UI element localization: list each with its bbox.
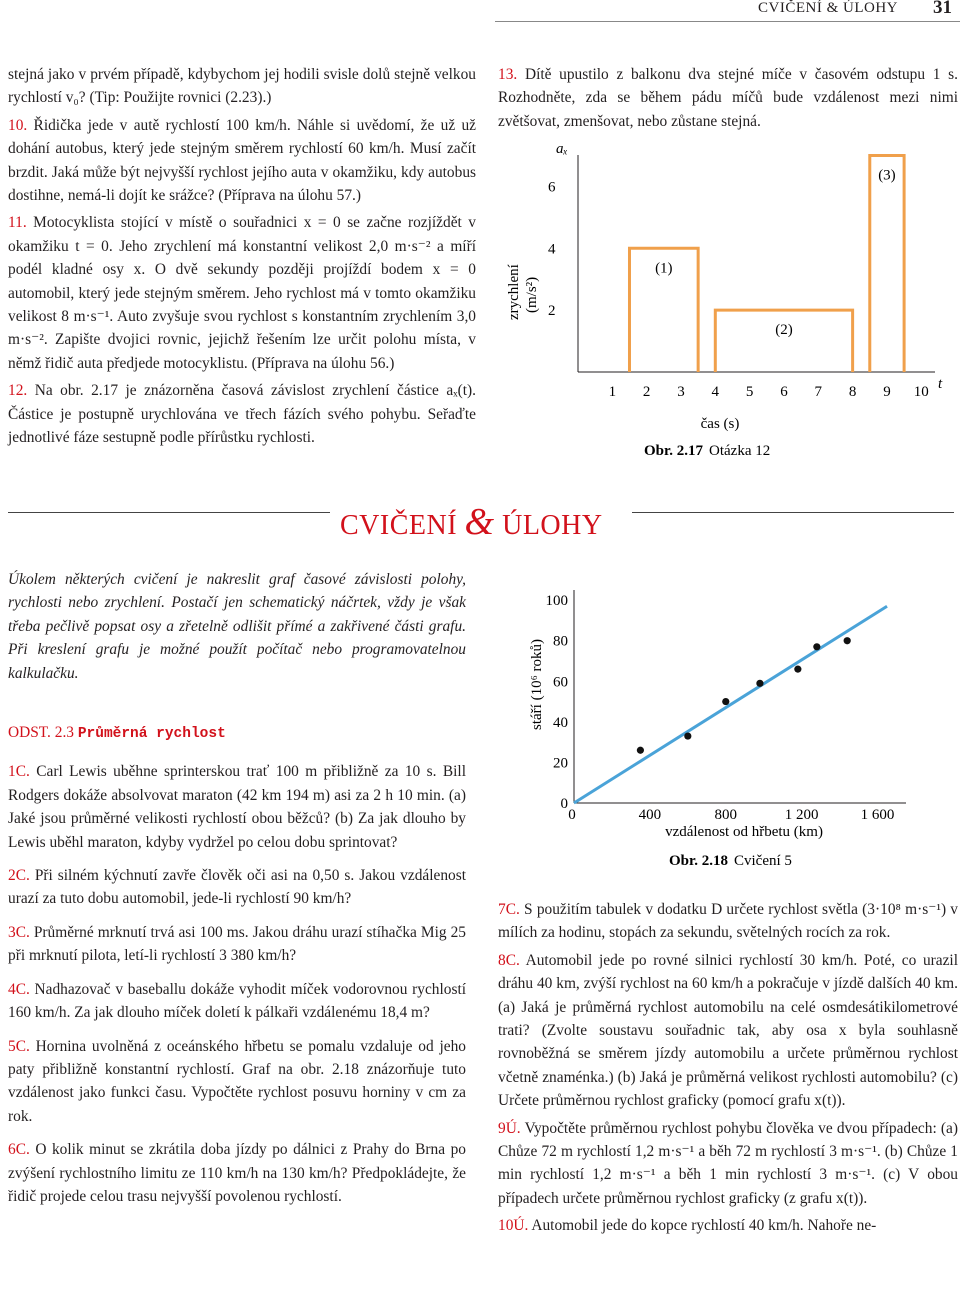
y-tick-label: 6 bbox=[548, 179, 556, 196]
x-tick-labels bbox=[609, 384, 929, 400]
question-11 bbox=[8, 211, 476, 375]
x-axis-label: vzdálenost od hřbetu (km) bbox=[665, 824, 823, 840]
exercise-text: Automobil jede po rovné silnici rychlostí 30 km/h. Poté, co urazil dráhu 40 km, zvýší rychlost na 60 km/h a pokračuje v jízdě dalších 40 km. (a) Jaká je průměrná rychlost automobilu na celé osmdesátikilometrové trati? (Zvolte soustavu souřadnic tak, aby osa x byla souhlasně rovnoběžná se směrem jízdy automobilu a určete průměrnou rychlost včetně znaménka.) (b) Jaká je průměrná velikost rychlosti automobilu? (c) Určete průměrnou rychlost graficky (pomocí grafu x(t)). bbox=[498, 951, 958, 1110]
phase-bars bbox=[629, 155, 904, 372]
y-tick-labels bbox=[546, 593, 569, 812]
exercise-number: 3C. bbox=[8, 923, 30, 941]
y-axis-label: stáří (10⁶ roků) bbox=[529, 638, 545, 730]
x-tick-label: 1 200 bbox=[784, 807, 819, 823]
heading-rule-left bbox=[8, 512, 330, 513]
section-intro: Úkolem některých cvičení je nakreslit graf časové závislosti polohy, rychlosti nebo zrychlení. Postačí jen schematický náčrtek, vždy je však třeba pečlivě popsat osy a zřetelně odlišit přímé a zakřivené části grafu. Při kreslení grafu je možné použít počítač nebo programovatelnou kalkulačku. bbox=[8, 571, 466, 682]
exercise-number: 9Ú. bbox=[498, 1119, 521, 1137]
subsection-title: Průměrná rychlost bbox=[77, 726, 226, 743]
y-tick-label: 40 bbox=[553, 714, 568, 731]
phase-label-3: (3) bbox=[878, 167, 896, 184]
x-axis-label: čas (s) bbox=[700, 416, 740, 432]
exercise-number: 7C. bbox=[498, 901, 520, 918]
page-header bbox=[0, 0, 960, 22]
exercise-text: Nadhazovač v baseballu dokáže vyhodit míček vodorovnou rychlostí 160 km/h. Za jak dlouho míček doletí k pálkaři vzdálenému 18,4 m? bbox=[8, 980, 466, 1022]
section-title bbox=[340, 500, 603, 544]
question-number: 13. bbox=[498, 66, 518, 83]
exercise-4 bbox=[8, 978, 466, 1025]
question-number: 11. bbox=[8, 214, 27, 232]
running-title: CVIČENÍ & ÚLOHY bbox=[758, 0, 898, 16]
section-title-part-b: ÚLOHY bbox=[502, 510, 603, 541]
y-tick-label: 80 bbox=[553, 633, 568, 650]
figure-caption-number: Obr. 2.18 bbox=[668, 853, 728, 869]
bottom-right-column bbox=[498, 898, 958, 1238]
exercise-text: Carl Lewis uběhne sprinterskou trať 100 m přibližně za 10 s. Bill Rodgers dokáže absolvovat maraton (42 km 194 m) asi za 2 h 10 min. (a) Jaké jsou průměrné velikosti rychlostí obou běžců? (b) Za jak dlouho by Lewis uběhl maraton, kdyby vydržel po celou dobu sprintovat? bbox=[8, 763, 466, 851]
exercise-6 bbox=[8, 1138, 466, 1208]
fit-line bbox=[574, 606, 887, 803]
exercise-number: 1C. bbox=[8, 763, 30, 781]
exercise-text: Hornina uvolněná z oceánského hřbetu se pomalu vzdaluje od jeho paty přibližně konstantní rychlostí. Graf na obr. 2.18 znázorňuje tuto vzdálenost jako funkci času. Vypočtěte rychlost posuvu horniny v cm za rok. bbox=[8, 1037, 466, 1125]
exercise-number: 5C. bbox=[8, 1037, 30, 1055]
data-point bbox=[684, 732, 691, 739]
x-tick-label: 400 bbox=[638, 807, 662, 823]
exercise-number: 4C. bbox=[8, 980, 30, 998]
data-point bbox=[813, 643, 820, 650]
heading-rule-right bbox=[632, 512, 954, 513]
question-text: Motocyklista stojící v místě o souřadnici x = 0 se začne rozjíždět v okamžiku t = 0. Jeho zrychlení má konstantní velikost 2,0 m·s⁻² a míří podél kladné osy x. O dvě sekundy později projíždí bodem x = 0 automobil, který jede stejným směrem. Jeho rychlost má v tomto okamžiku velikost 8 m·s⁻¹. Auto zvyšuje svou rychlost s konstantním zrychlením 3,0 m·s⁻². Zapište dvojici rovnic, jejichž řešením lze určit polohu místa, v němž řidič auta předjede motocyklistu. (Příprava na úlohu 56.) bbox=[8, 214, 476, 372]
phase-label-1: (1) bbox=[655, 260, 673, 277]
x-tick-label: 1 bbox=[608, 384, 617, 400]
x-tick-label: 8 bbox=[848, 384, 857, 400]
phase-label-2: (2) bbox=[775, 322, 793, 339]
y-axis-symbol: aₓ bbox=[556, 141, 568, 157]
exercise-10 bbox=[498, 1214, 958, 1237]
x-tick-label: 2 bbox=[642, 384, 651, 400]
question-number: 12. bbox=[8, 382, 28, 400]
top-left-column bbox=[8, 63, 476, 450]
header-rule bbox=[495, 21, 960, 22]
exercise-number: 10Ú. bbox=[498, 1217, 529, 1235]
exercise-1 bbox=[8, 760, 466, 854]
exercise-7 bbox=[498, 898, 958, 945]
data-point bbox=[722, 698, 729, 705]
question-12 bbox=[8, 379, 476, 449]
x-tick-label: 5 bbox=[745, 384, 754, 400]
figure-caption-text: Otázka 12 bbox=[709, 443, 771, 459]
exercise-text: O kolik minut se zkrátila doba jízdy po dálnici z Prahy do Brna po zvýšení rychlostního limitu ze 110 km/h na 130 km/h? Předpokládejte, že řidič projede celou trasu nejvyšší povolenou rychlostí. bbox=[8, 1141, 466, 1205]
exercise-text: Průměrné mrknutí trvá asi 100 ms. Jakou dráhu urazí stíhačka Mig 25 při mrknutí pilota, letí-li rychlostí 3 380 km/h? bbox=[8, 923, 466, 965]
figure-caption-text: Cvičení 5 bbox=[734, 853, 792, 869]
top-right-column bbox=[498, 63, 958, 133]
bottom-left-column bbox=[8, 568, 466, 1208]
x-tick-label: 4 bbox=[711, 384, 720, 400]
exercise-2 bbox=[8, 864, 466, 911]
exercise-number: 2C. bbox=[8, 867, 30, 885]
question-number: 10. bbox=[8, 116, 28, 134]
x-tick-label: 1 600 bbox=[860, 807, 895, 823]
y-tick-label: 20 bbox=[553, 755, 568, 772]
figure-2-18 bbox=[498, 588, 938, 878]
data-point bbox=[756, 680, 763, 687]
exercise-9 bbox=[498, 1117, 958, 1211]
exercise-text: S použitím tabulek v dodatku D určete rychlost světla (3·10⁸ m·s⁻¹) v mílích za hodinu, stopách za sekundu, světelných rocích za rok. bbox=[498, 901, 958, 942]
data-point bbox=[844, 637, 851, 644]
data-point bbox=[637, 747, 644, 754]
exercise-3 bbox=[8, 921, 466, 968]
subsection-heading bbox=[8, 721, 466, 746]
x-tick-label: 10 bbox=[913, 384, 929, 400]
fit-line-layer bbox=[574, 606, 887, 803]
x-tick-label: 7 bbox=[814, 384, 823, 400]
question-text: Dítě upustilo z balkonu dva stejné míče v časovém odstupu 1 s. Rozhodněte, zda se během pádu míčů bude vzdálenost mezi nimi zvětšovat, zmenšovat, nebo zůstane stejná. bbox=[498, 66, 958, 130]
question-text: Na obr. 2.17 je znázorněna časová závislost zrychlení částice aₓ(t). Částice je postupně urychlována ve třech fázích svého pohybu. Seřaďte jednotlivé fáze sestupně podle přírůstku rychlosti. bbox=[8, 382, 476, 447]
exercise-8 bbox=[498, 949, 958, 1113]
subsection-number: ODST. 2.3 bbox=[8, 724, 78, 742]
x-tick-label: 800 bbox=[714, 807, 738, 823]
y-tick-label: 0 bbox=[560, 796, 568, 812]
t-axis-symbol: t bbox=[938, 376, 943, 392]
exercise-text: Automobil jede do kopce rychlostí 40 km/h. Nahoře ne- bbox=[528, 1217, 877, 1235]
exercise-5 bbox=[8, 1035, 466, 1129]
exercise-number: 6C. bbox=[8, 1141, 30, 1159]
phase-bar-2 bbox=[715, 310, 852, 372]
x-tick-label: 0 bbox=[568, 807, 576, 823]
phase-bar-3 bbox=[870, 155, 904, 372]
question-10 bbox=[8, 114, 476, 208]
question-text: Řidička jede v autě rychlostí 100 km/h. Náhle si uvědomí, že už už dohání autobus, který jede stejným směrem rychlostí 60 km/h. Musí začít brzdit. Jaká může být nejvyšší rychlost jejího auta v okamžiku, kdy autobus dostihne, nemá-li dojít ke srážce? (Příprava na úlohu 57.) bbox=[8, 116, 476, 205]
y-tick-label: 2 bbox=[548, 303, 556, 320]
exercise-number: 8C. bbox=[498, 951, 520, 969]
x-tick-label: 3 bbox=[677, 384, 685, 400]
y-tick-labels bbox=[548, 179, 556, 319]
section-heading bbox=[0, 498, 960, 548]
page-number: 31 bbox=[933, 0, 952, 18]
section-title-part-a: CVIČENÍ bbox=[340, 510, 458, 541]
y-tick-label: 4 bbox=[548, 241, 556, 258]
x-tick-label: 9 bbox=[883, 384, 891, 400]
continued-text: stejná jako v prvém případě, kdybychom jej hodili svisle dolů stejně velkou rychlostí v₀? (Tip: Použijte rovnici (2.23).) bbox=[8, 66, 476, 107]
section-ampersand: & bbox=[464, 501, 495, 543]
data-point bbox=[794, 666, 801, 673]
y-tick-label: 60 bbox=[553, 674, 568, 691]
fig217-axes-layer bbox=[578, 155, 935, 372]
figure-caption-number: Obr. 2.17 bbox=[643, 443, 703, 459]
x-tick-label: 6 bbox=[780, 384, 788, 400]
x-tick-labels bbox=[568, 807, 894, 823]
exercise-text: Při silném kýchnutí zavře člověk oči asi na 0,50 s. Jakou vzdálenost urazí za tuto dobu automobil, jede-li rychlostí 90 km/h? bbox=[8, 867, 466, 908]
question-13 bbox=[498, 63, 958, 133]
y-axis-label-1: zrychlení bbox=[506, 264, 522, 320]
y-tick-label: 100 bbox=[545, 593, 568, 610]
exercise-text: Vypočtěte průměrnou rychlost pohybu člověka ve dvou případech: (a) Chůze 72 m rychlostí 1,2 m·s⁻¹ a běh 72 m rychlostí 3 m·s⁻¹. (b) Chůze 1 min rychlostí 1,2 m·s⁻¹ a běh 1 min rychlostí 3 m·s⁻¹. (c) V obou případech určete průměrnou rychlost graficky (z grafu x(t)). bbox=[498, 1119, 958, 1207]
y-axis-label-2: (m/s²) bbox=[524, 276, 540, 313]
figure-2-17 bbox=[495, 135, 960, 465]
